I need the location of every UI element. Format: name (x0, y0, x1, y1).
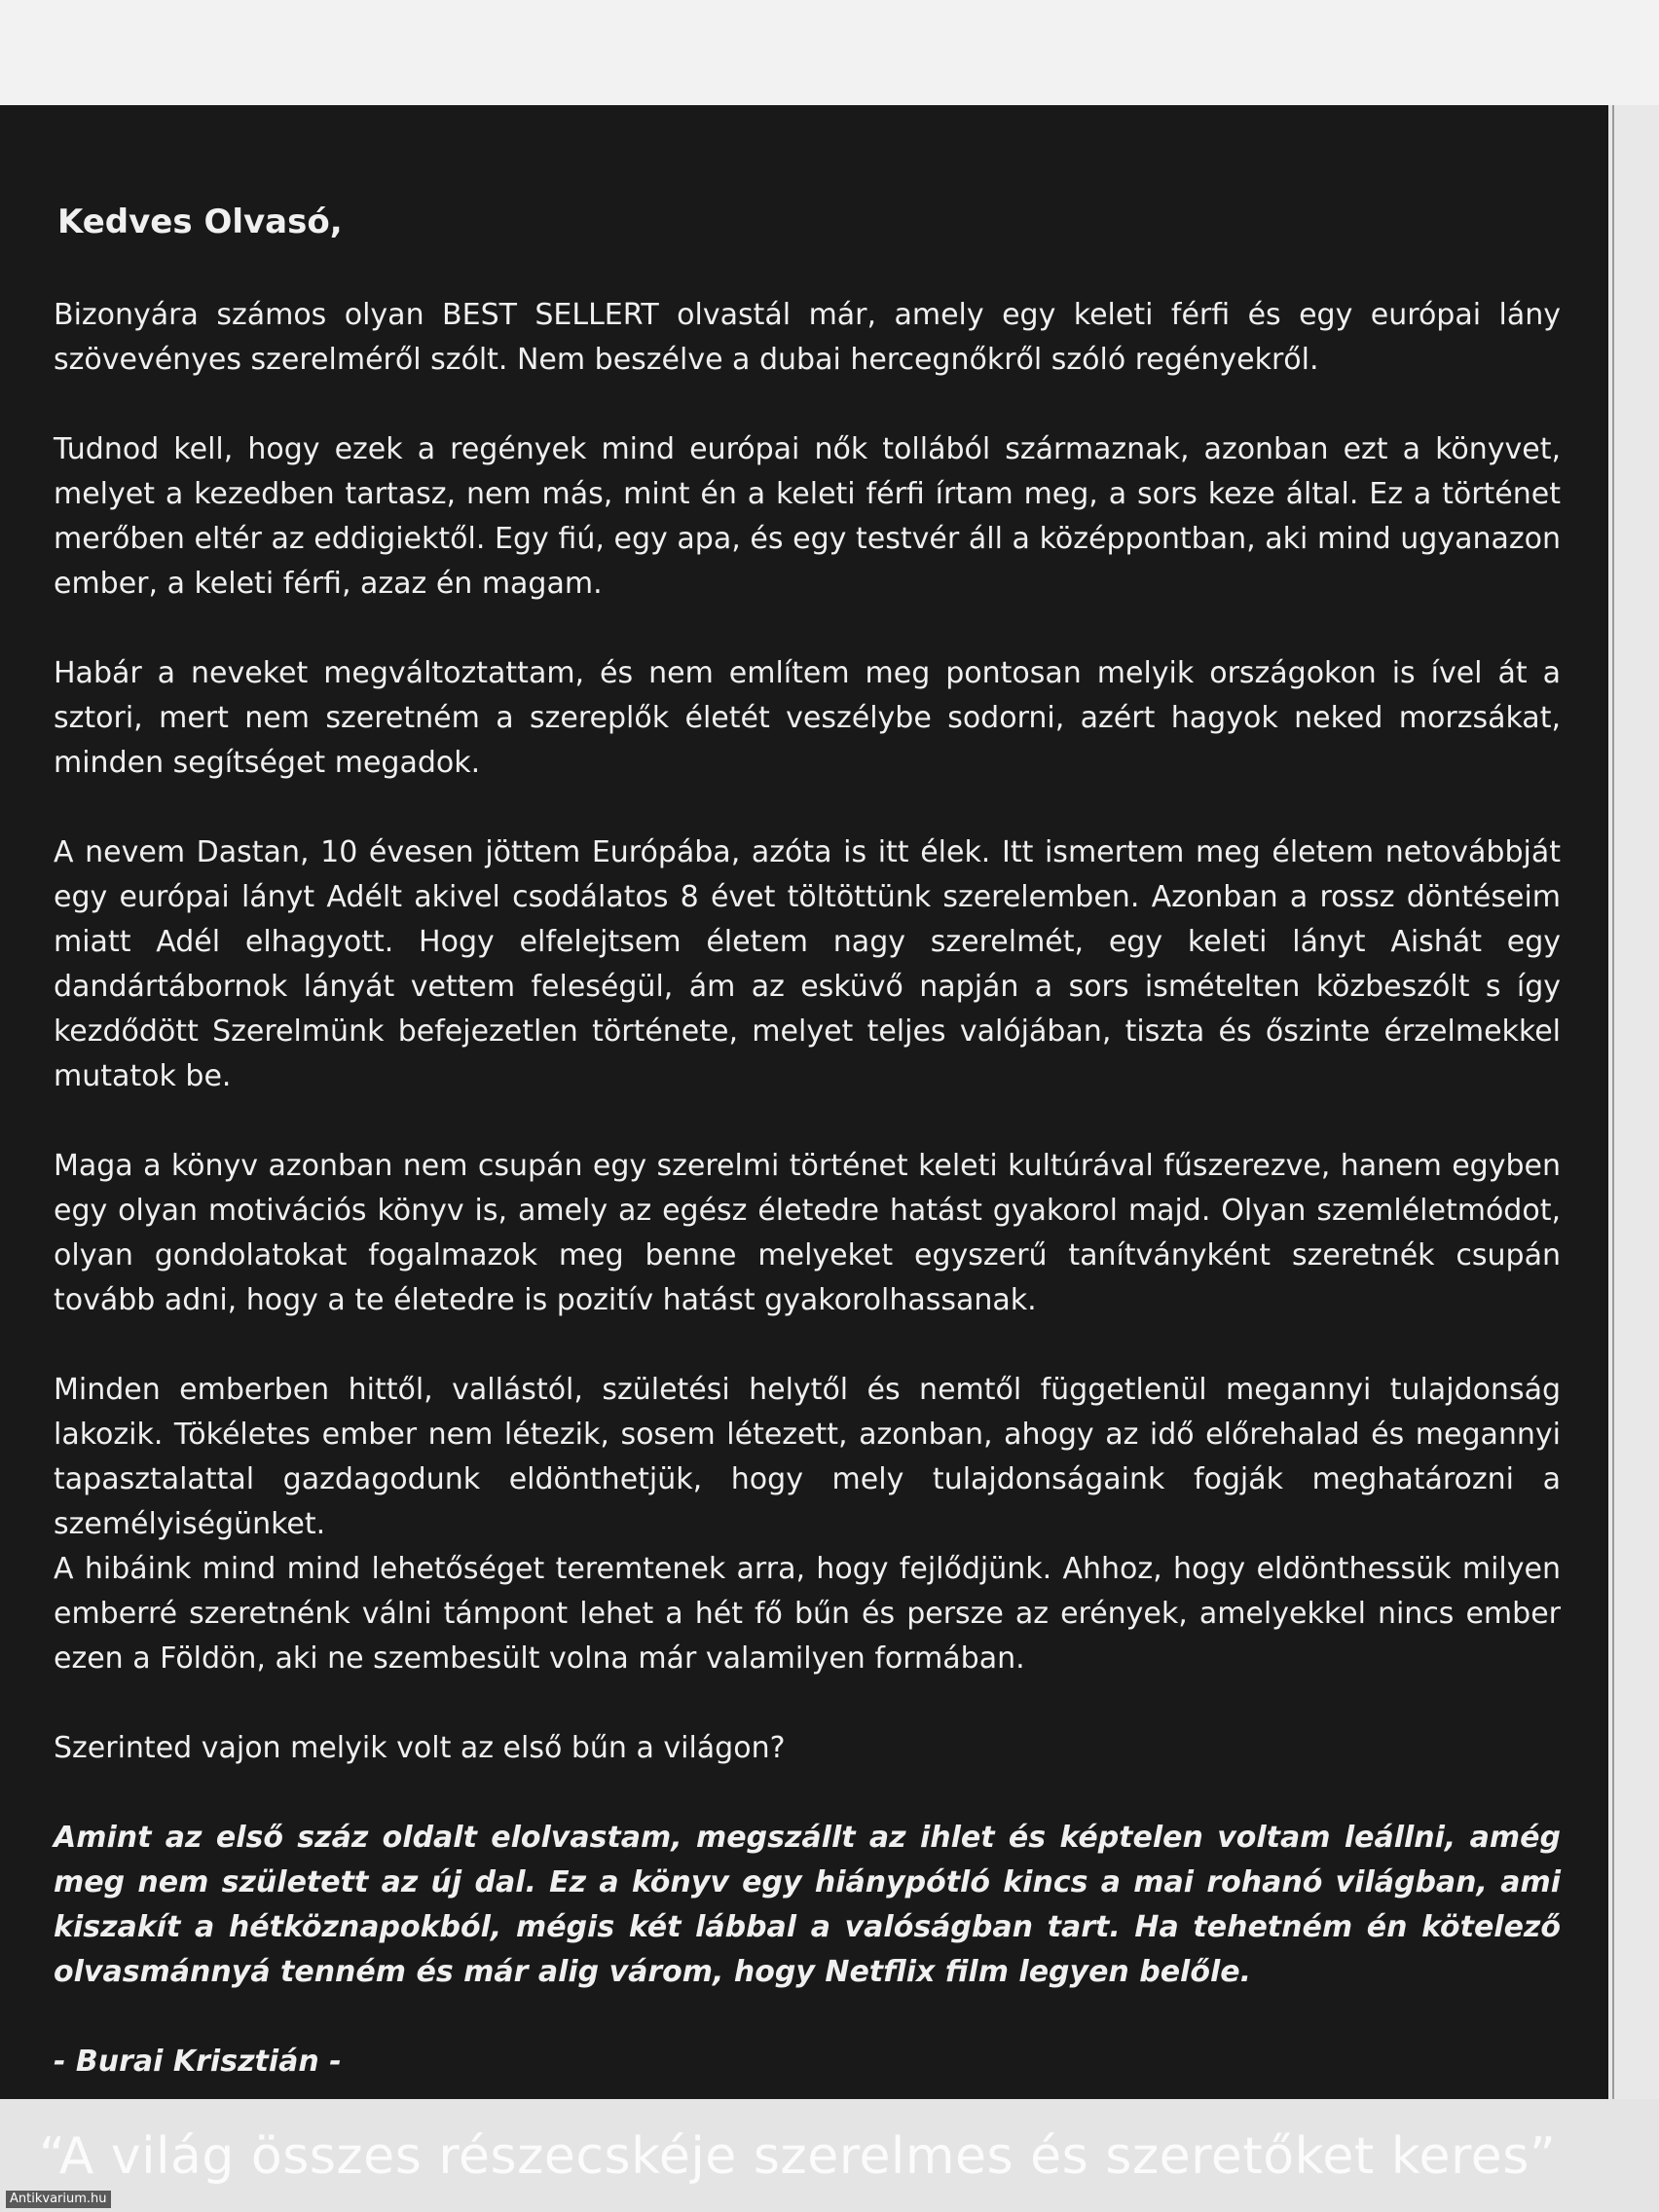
cover-tagline: “A világ összes részecskéje szerelmes és szeretőket keres” (39, 2127, 1557, 2186)
letter-paragraph-1: Bizonyára számos olyan BEST SELLERT olvastál már, amely egy keleti férfi és egy európai lány szövevényes szerelméről szólt. Nem beszélve a dubai hercegnőkről szóló regényekről. (54, 298, 1561, 377)
letter-content (54, 200, 1561, 2129)
letter-paragraph-3: Habár a neveket megváltoztattam, és nem említem meg pontosan melyik országokon is ível át a sztori, mert nem szeretném a szereplők életét veszélybe sodorni, azért hagyok neked morzsákat, minden segítséget megadok. (54, 656, 1561, 780)
letter-paragraph-4: A nevem Dastan, 10 évesen jöttem Európába, azóta is itt élek. Itt ismertem meg életem netovábbját egy európai lányt Adélt akivel csodálatos 8 évet töltöttünk szerelemben. Azonban a rossz döntéseim miatt Adél elhagyott. Hogy elfelejtsem életem nagy szerelmét, egy keleti lányt Aishát egy dandártábornok lányát vettem feleségül, ám az esküvő napján a sors ismételten közbeszólt s így kezdődött Szerelmünk befejezetlen története, melyet teljes valójában, tiszta és őszinte érzelmekkel mutatok be. (54, 835, 1561, 1093)
endorsement-quote: Amint az első száz oldalt elolvastam, megszállt az ihlet és képtelen voltam leállni, amég meg nem született az új dal. Ez a könyv egy hiánypótló kincs a mai rohanó világban, ami kiszakít a hétköznapokból, mégis két lábbal a valóságban tart. Ha tehetném én kötelező olvasmánnyá tenném és már alig várom, hogy Netflix film legyen belőle. (54, 1821, 1561, 1989)
letter-question: Szerinted vajon melyik volt az első bűn a világon? (54, 1731, 786, 1765)
watermark-label: Antikvarium.hu (6, 2191, 111, 2208)
letter-paragraph-5: Maga a könyv azonban nem csupán egy szerelmi történet keleti kultúrával fűszerezve, hanem egyben egy olyan motivációs könyv is, amely az egész életedre hatást gyakorol majd. Olyan szemléletmódot, olyan gondolatokat fogalmazok meg benne melyeket egyszerű tanítványként szeretnék csupán tovább adni, hogy a te életedre is pozitív hatást gyakorolhassanak. (54, 1149, 1561, 1317)
endorsement-author: - Burai Krisztián - (54, 2045, 342, 2079)
letter-paragraph-6: Minden emberben hittől, vallástól, születési helytől és nemtől függetlenül megannyi tulajdonság lakozik. Tökéletes ember nem létezik, sosem létezett, azonban, ahogy az idő előrehalad és megannyi tapasztalattal gazdagodunk eldönthetjük, hogy mely tulajdonságaink fogják meghatározni a személyiségünket. (54, 1373, 1561, 1541)
letter-paragraph-7: A hibáink mind mind lehetőséget teremtenek arra, hogy fejlődjünk. Ahhoz, hogy eldönthessük milyen emberré szeretnénk válni támpont lehet a hét fő bűn és persze az erények, amelyekkel nincs ember ezen a Földön, aki ne szembesült volna már valamilyen formában. (54, 1552, 1561, 1676)
top-background-strip (0, 0, 1659, 107)
spine-fold-line (1612, 105, 1614, 2212)
spine-edge (1608, 105, 1659, 2212)
letter-greeting: Kedves Olvasó, (57, 203, 343, 241)
letter-paragraph-2: Tudnod kell, hogy ezek a regények mind európai nők tollából származnak, azonban ezt a könyvet, melyet a kezedben tartasz, nem más, mint én a keleti férfi írtam meg, a sors keze által. Ez a történet merőben eltér az eddigiektől. Egy fiú, egy apa, és egy testvér áll a középpontban, aki mind ugyanazon ember, a keleti férfi, azaz én magam. (54, 432, 1561, 601)
